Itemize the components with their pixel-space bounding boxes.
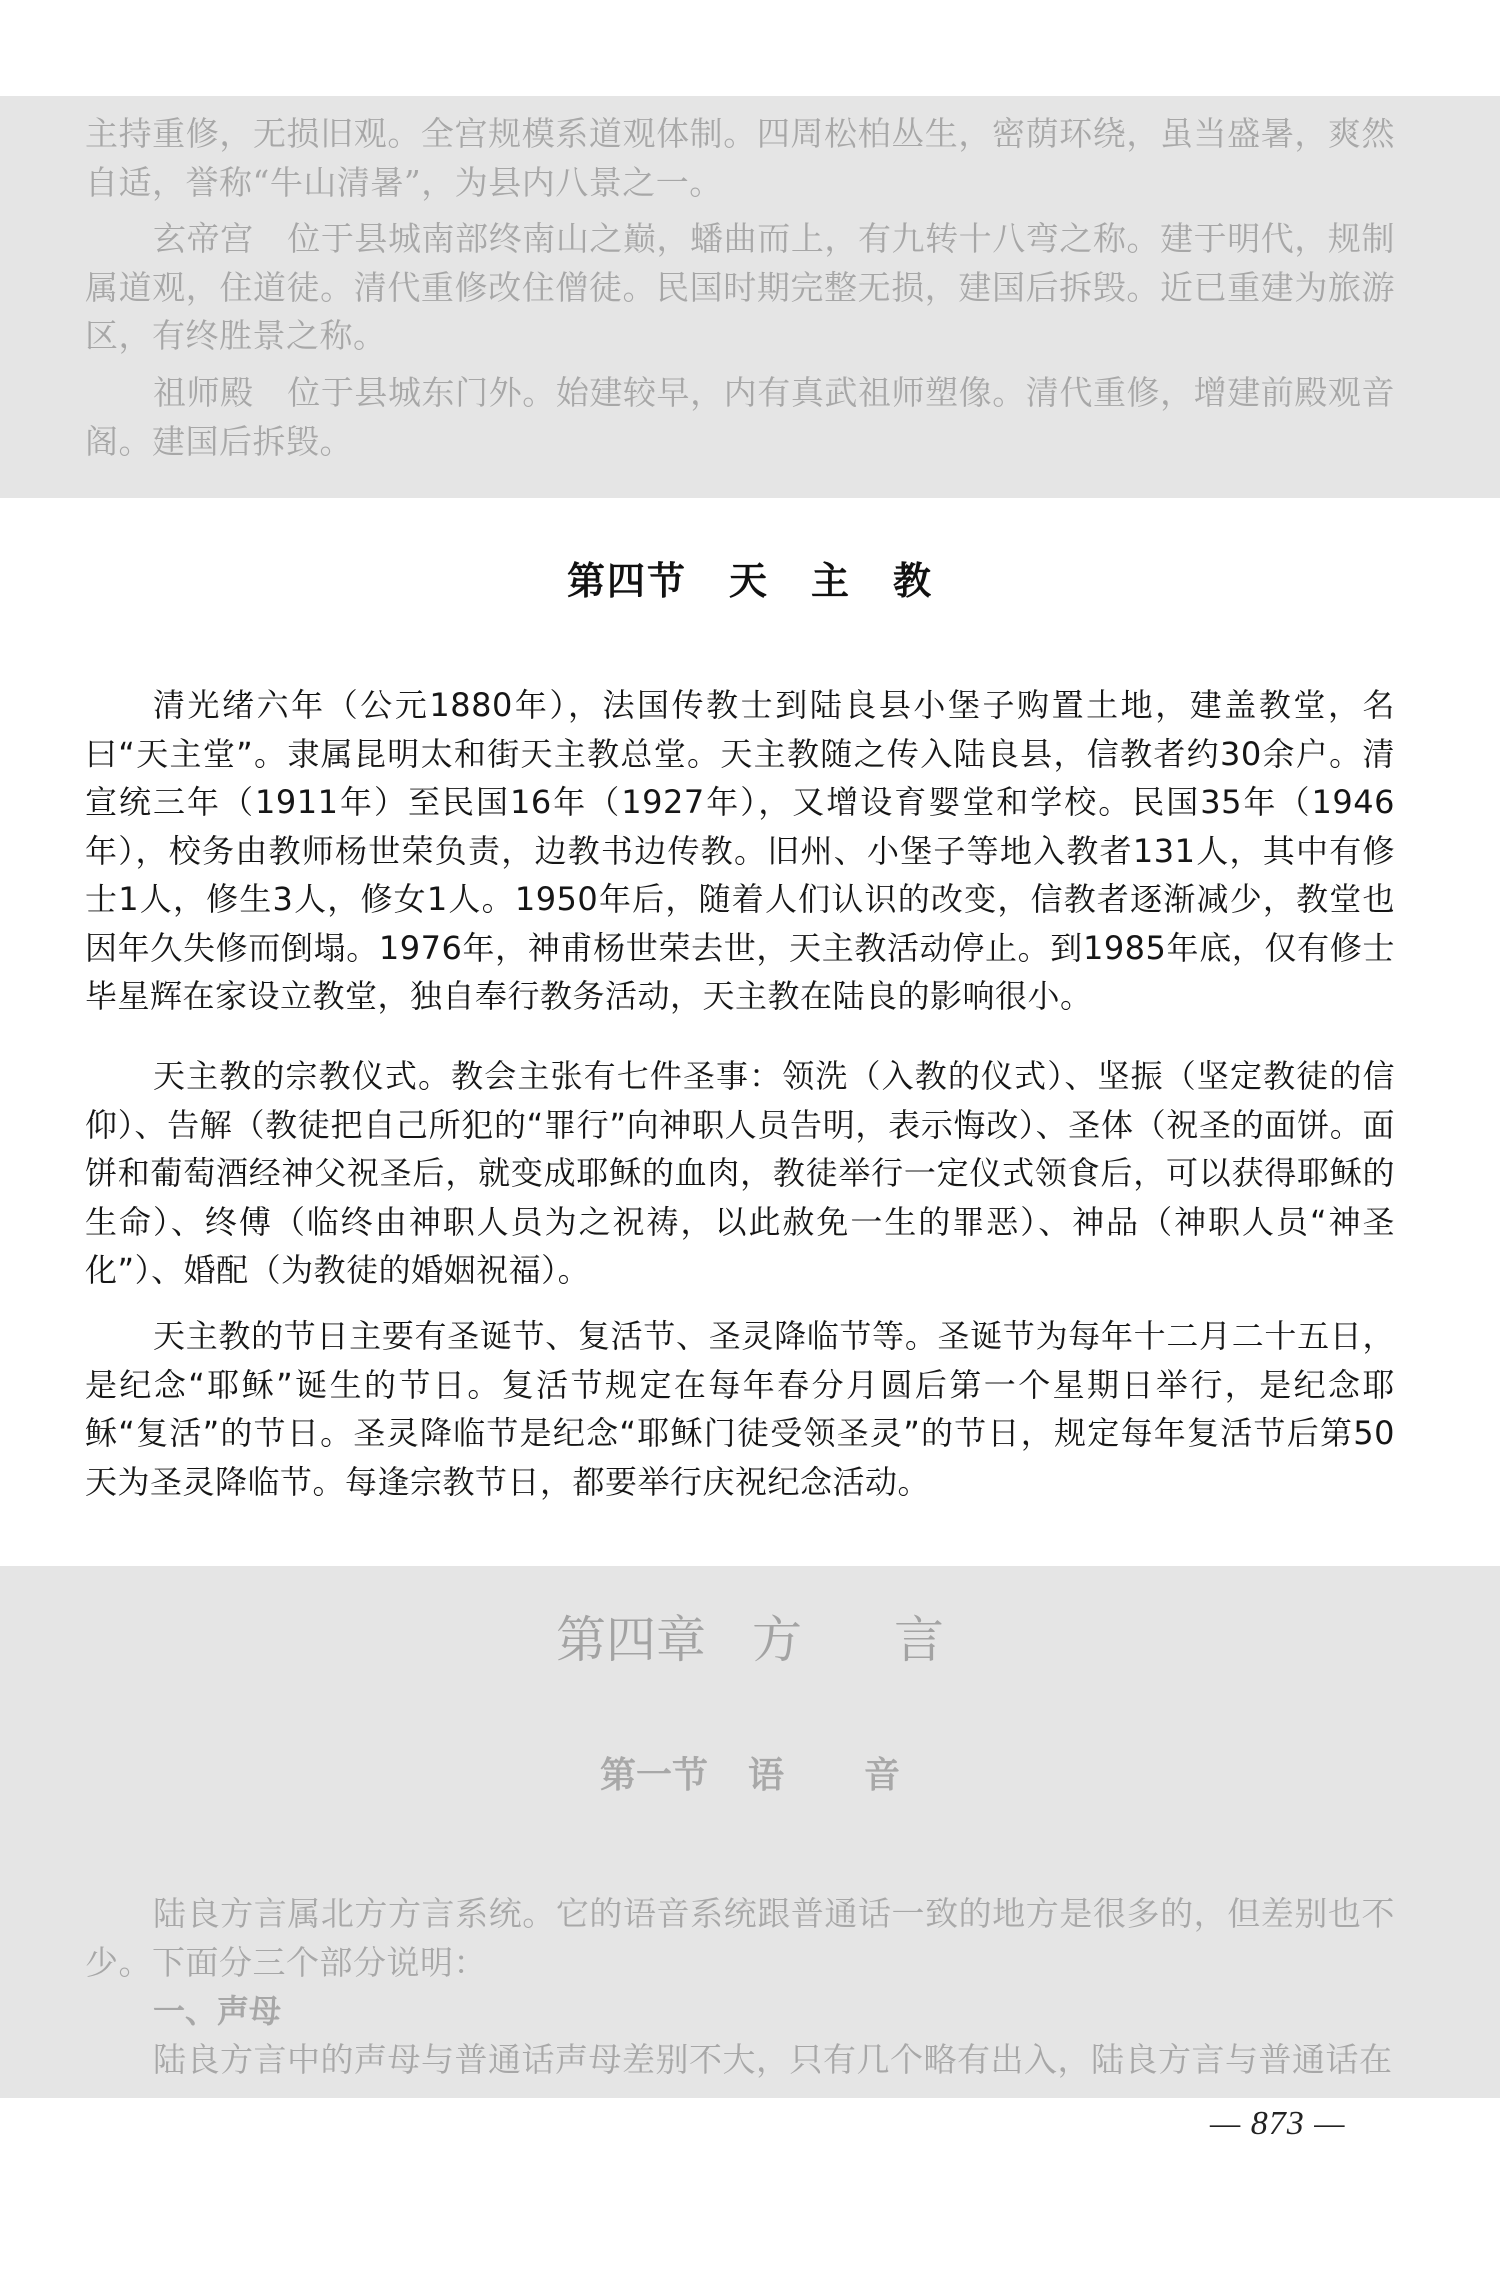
- subsection-title-char-2: 音: [864, 1755, 901, 1796]
- chapter-title: [0, 1600, 1500, 1672]
- paragraph-zushi-hall: 祖师殿 位于县城东门外。始建较早，内有真武祖师塑像。清代重修，增建前殿观音阁。建国后拆毁。: [85, 373, 1395, 461]
- chapter-title-number: 第四章: [556, 1611, 706, 1669]
- subsection-title-number: 第一节: [599, 1755, 708, 1796]
- paragraph-xuandi-palace: 玄帝宫 位于县城南部终南山之巅，蟠曲而上，有九转十八弯之称。建于明代，规制属道观，住道徒。清代重修改住僧徒。民国时期完整无损，建国后拆毁。近已重建为旅游区，有终胜景之称。: [85, 219, 1395, 355]
- previous-paragraph-continuation: 主持重修，无损旧观。全宫规模系道观体制。四周松柏丛生，密荫环绕，虽当盛暑，爽然自适，誉称“牛山清暑”，为县内八景之一。: [85, 114, 1395, 202]
- section-title-char-1: 天: [728, 559, 769, 603]
- chapter-title-char-2: 言: [894, 1611, 944, 1669]
- section-title-number: 第四节: [566, 559, 687, 603]
- section-title-char-2: 主: [811, 559, 852, 603]
- paragraph-catholic-history: 清光绪六年（公元1880年），法国传教士到陆良县小堡子购置土地，建盖教堂，名曰“天主堂”。隶属昆明太和街天主教总堂。天主教随之传入陆良县，信教者约30余户。清宣统三年（1911年）至民国16年（1927年），又增设育婴堂和学校。民国35年（1946年），校务由教师杨世荣负责，边教书边传教。旧州、小堡子等地入教者131人，其中有修士1人，修生3人，修女1人。1950年后，随着人们认识的改变，信教者逐渐减少，教堂也因年久失修而倒塌。1976年，神甫杨世荣去世，天主教活动停止。到1985年底，仅有修士毕星辉在家设立教堂，独自奉行教务活动，天主教在陆良的影响很小。: [85, 686, 1395, 1015]
- section-title: [0, 550, 1500, 605]
- subsection-title: [0, 1747, 1500, 1798]
- subsection-title-char-1: 语: [747, 1755, 784, 1796]
- paragraph-dialect-initials: 陆良方言中的声母与普通话声母差别不大，只有几个略有出入，陆良方言与普通话在: [153, 2040, 1393, 2079]
- paragraph-catholic-festivals: 天主教的节日主要有圣诞节、复活节、圣灵降临节等。圣诞节为每年十二月二十五日，是纪念“耶稣”诞生的节日。复活节规定在每年春分月圆后第一个星期日举行，是纪念耶稣“复活”的节日。圣灵降临节是纪念“耶稣门徒受领圣灵”的节日，规定每年复活节后第50天为圣灵降临节。每逢宗教节日，都要举行庆祝纪念活动。: [85, 1317, 1395, 1501]
- chapter-title-char-1: 方: [752, 1611, 802, 1669]
- page-number: — 873 —: [1210, 2105, 1346, 2142]
- paragraph-catholic-sacraments: 天主教的宗教仪式。教会主张有七件圣事：领洗（入教的仪式）、坚振（坚定教徒的信仰）、告解（教徒把自己所犯的“罪行”向神职人员告明，表示悔改）、圣体（祝圣的面饼。面饼和葡萄酒经神父祝圣后，就变成耶稣的血肉，教徒举行一定仪式领食后，可以获得耶稣的生命）、终傅（临终由神职人员为之祝祷，以此赦免一生的罪恶）、神品（神职人员“神圣化”）、婚配（为教徒的婚姻祝福）。: [85, 1057, 1395, 1289]
- section-title-char-3: 教: [893, 559, 934, 603]
- paragraph-dialect-intro: 陆良方言属北方方言系统。它的语音系统跟普通话一致的地方是很多的，但差别也不少。下面分三个部分说明：: [85, 1894, 1395, 1982]
- heading-initials: 一、声母: [153, 1992, 282, 2030]
